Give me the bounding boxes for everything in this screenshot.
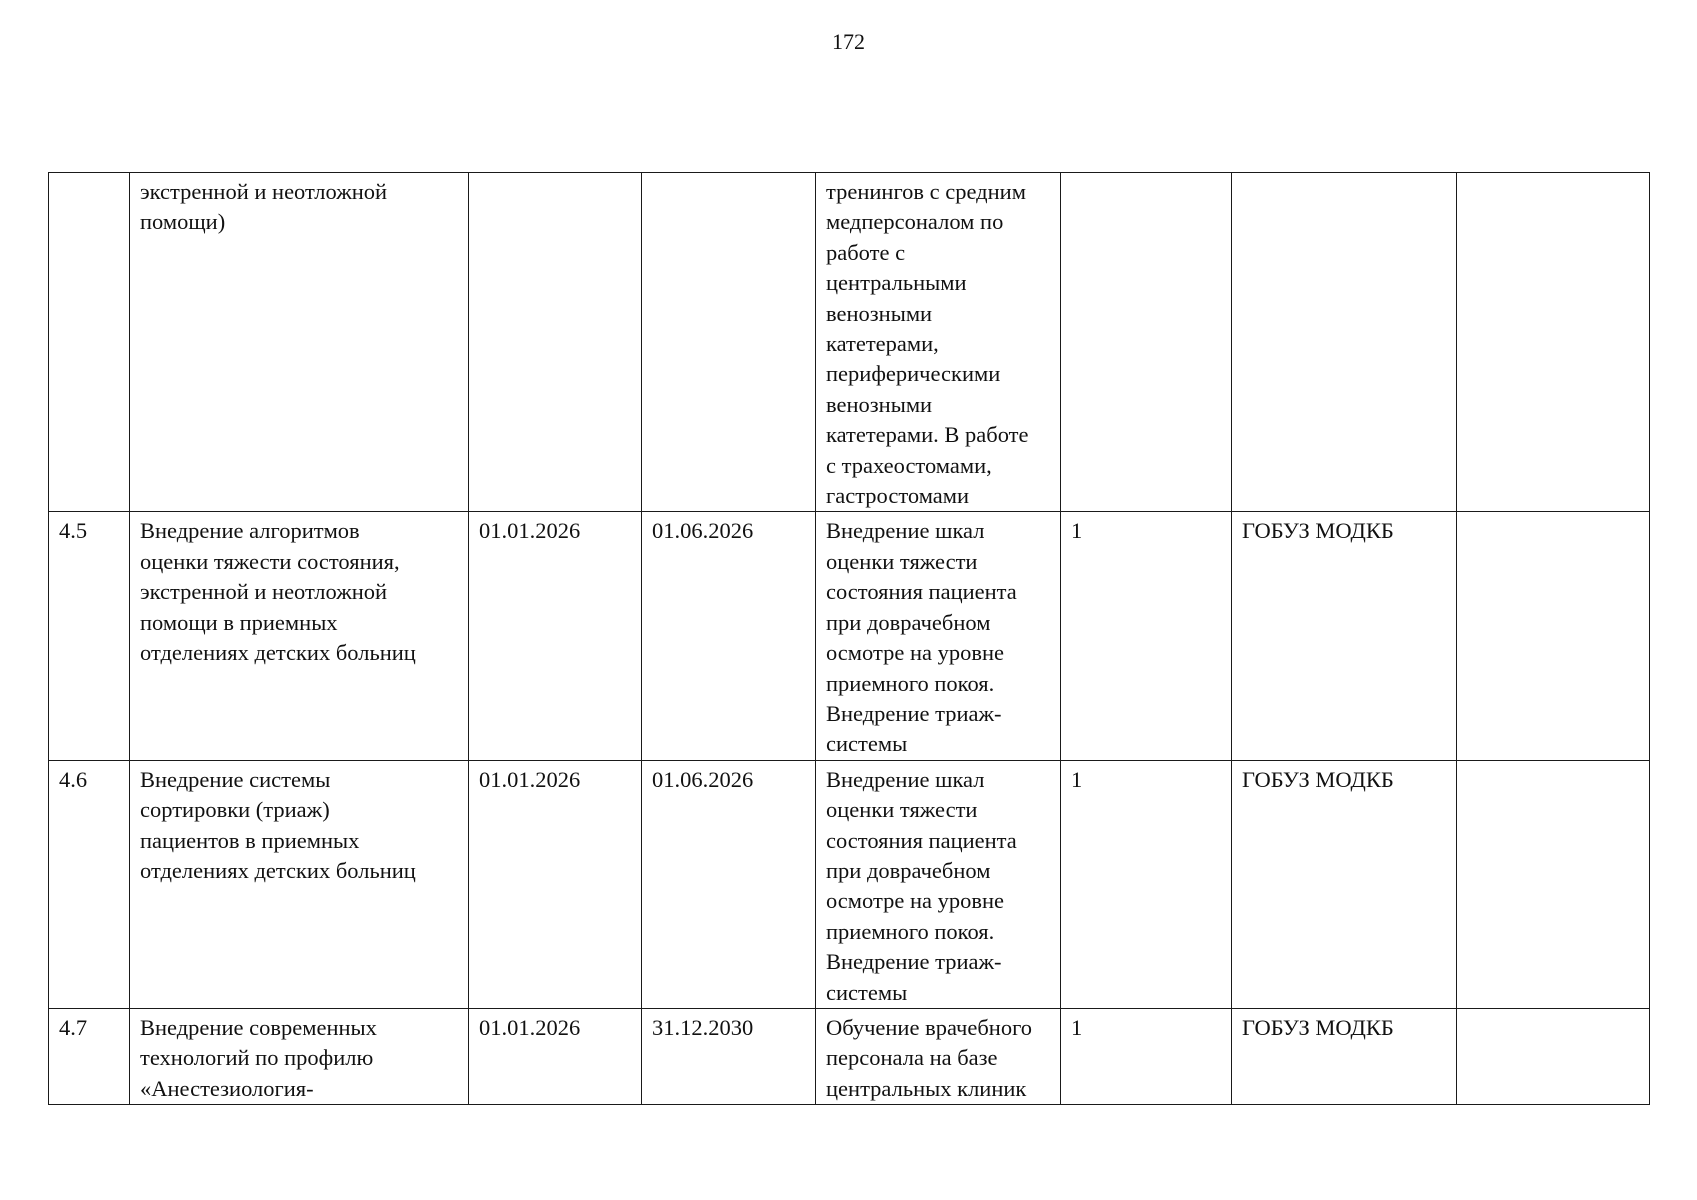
cell-result-line: осмотре на уровне	[826, 640, 1005, 666]
cell-result-line: медперсоналом по	[826, 209, 1004, 235]
cell-result-line: при доврачебном	[826, 609, 991, 635]
cell-result-line: состояния пациента	[826, 579, 1017, 605]
cell-result	[816, 760, 1061, 1008]
cell-result-line: венозными	[826, 300, 933, 326]
cell-result-line: системы	[826, 731, 908, 757]
measures-table	[48, 172, 1650, 1105]
cell-name-line: оценки тяжести состояния,	[140, 548, 400, 574]
cell-result-line: системы	[826, 979, 908, 1005]
cell-name-line: отделениях детских больниц	[140, 857, 416, 883]
cell-num: 4.6	[49, 760, 130, 1008]
cell-start-date: 01.01.2026	[469, 760, 642, 1008]
cell-result-line: приемного покоя.	[826, 670, 995, 696]
cell-name	[130, 512, 469, 760]
table-row	[49, 760, 1650, 1008]
cell-result-line: при доврачебном	[826, 857, 991, 883]
cell-num: 4.5	[49, 512, 130, 760]
cell-result-line: гастростомами	[826, 483, 970, 509]
cell-extra	[1457, 512, 1650, 760]
cell-result	[816, 512, 1061, 760]
cell-result-line: венозными	[826, 391, 933, 417]
cell-result-line: периферическими	[826, 361, 1001, 387]
cell-result-line: катетерами. В работе	[826, 422, 1029, 448]
cell-result-line: оценки тяжести	[826, 548, 978, 574]
cell-name	[130, 760, 469, 1008]
page-number: 172	[832, 29, 865, 54]
cell-name	[130, 173, 469, 512]
cell-result-line: Внедрение шкал	[826, 518, 985, 544]
cell-result-line: Обучение врачебного	[826, 1014, 1033, 1040]
cell-result-line: с трахеостомами,	[826, 452, 992, 478]
cell-name-line: Внедрение системы	[140, 766, 331, 792]
cell-value: 1	[1061, 760, 1232, 1008]
cell-result-line: приемного покоя.	[826, 918, 995, 944]
cell-result-line: работе с	[826, 239, 906, 265]
cell-result-line: центральными	[826, 270, 967, 296]
cell-result-line: тренингов с средним	[826, 179, 1026, 204]
cell-end-date: 01.06.2026	[642, 512, 816, 760]
cell-name-line: Внедрение современных	[140, 1014, 377, 1040]
cell-name-line: технологий по профилю	[140, 1045, 374, 1071]
cell-start-date	[469, 173, 642, 512]
cell-result-line: персонала на базе	[826, 1045, 998, 1071]
cell-end-date: 01.06.2026	[642, 760, 816, 1008]
cell-end-date: 31.12.2030	[642, 1008, 816, 1104]
cell-responsible: ГОБУЗ МОДКБ	[1232, 512, 1457, 760]
cell-name-line: экстренной и неотложной	[140, 179, 388, 204]
cell-extra	[1457, 1008, 1650, 1104]
cell-name-line: экстренной и неотложной	[140, 579, 388, 605]
cell-result-line: катетерами,	[826, 331, 939, 357]
cell-result-line: оценки тяжести	[826, 797, 978, 823]
cell-num	[49, 173, 130, 512]
cell-result	[816, 1008, 1061, 1104]
cell-name-line: пациентов в приемных	[140, 827, 360, 853]
cell-value: 1	[1061, 512, 1232, 760]
cell-result-line: Внедрение шкал	[826, 766, 985, 792]
cell-value: 1	[1061, 1008, 1232, 1104]
cell-num: 4.7	[49, 1008, 130, 1104]
cell-result-line: центральных клиник	[826, 1075, 1027, 1101]
cell-name-line: отделениях детских больниц	[140, 640, 416, 666]
cell-end-date	[642, 173, 816, 512]
cell-name	[130, 1008, 469, 1104]
table-row	[49, 512, 1650, 760]
cell-result	[816, 173, 1061, 512]
cell-result-line: Внедрение триаж-	[826, 949, 1002, 975]
cell-name-line: «Анестезиология-	[140, 1075, 314, 1101]
cell-extra	[1457, 173, 1650, 512]
table-row	[49, 173, 1650, 512]
cell-name-line: помощи в приемных	[140, 609, 338, 635]
cell-responsible: ГОБУЗ МОДКБ	[1232, 760, 1457, 1008]
cell-result-line: осмотре на уровне	[826, 888, 1005, 914]
cell-result-line: состояния пациента	[826, 827, 1017, 853]
table-body	[49, 173, 1650, 1105]
table-row	[49, 1008, 1650, 1104]
cell-result-line: Внедрение триаж-	[826, 700, 1002, 726]
cell-responsible: ГОБУЗ МОДКБ	[1232, 1008, 1457, 1104]
cell-start-date: 01.01.2026	[469, 1008, 642, 1104]
cell-value	[1061, 173, 1232, 512]
cell-name-line: Внедрение алгоритмов	[140, 518, 360, 544]
cell-name-line: сортировки (триаж)	[140, 797, 330, 823]
cell-extra	[1457, 760, 1650, 1008]
cell-start-date: 01.01.2026	[469, 512, 642, 760]
cell-name-line: помощи)	[140, 209, 226, 235]
cell-responsible	[1232, 173, 1457, 512]
